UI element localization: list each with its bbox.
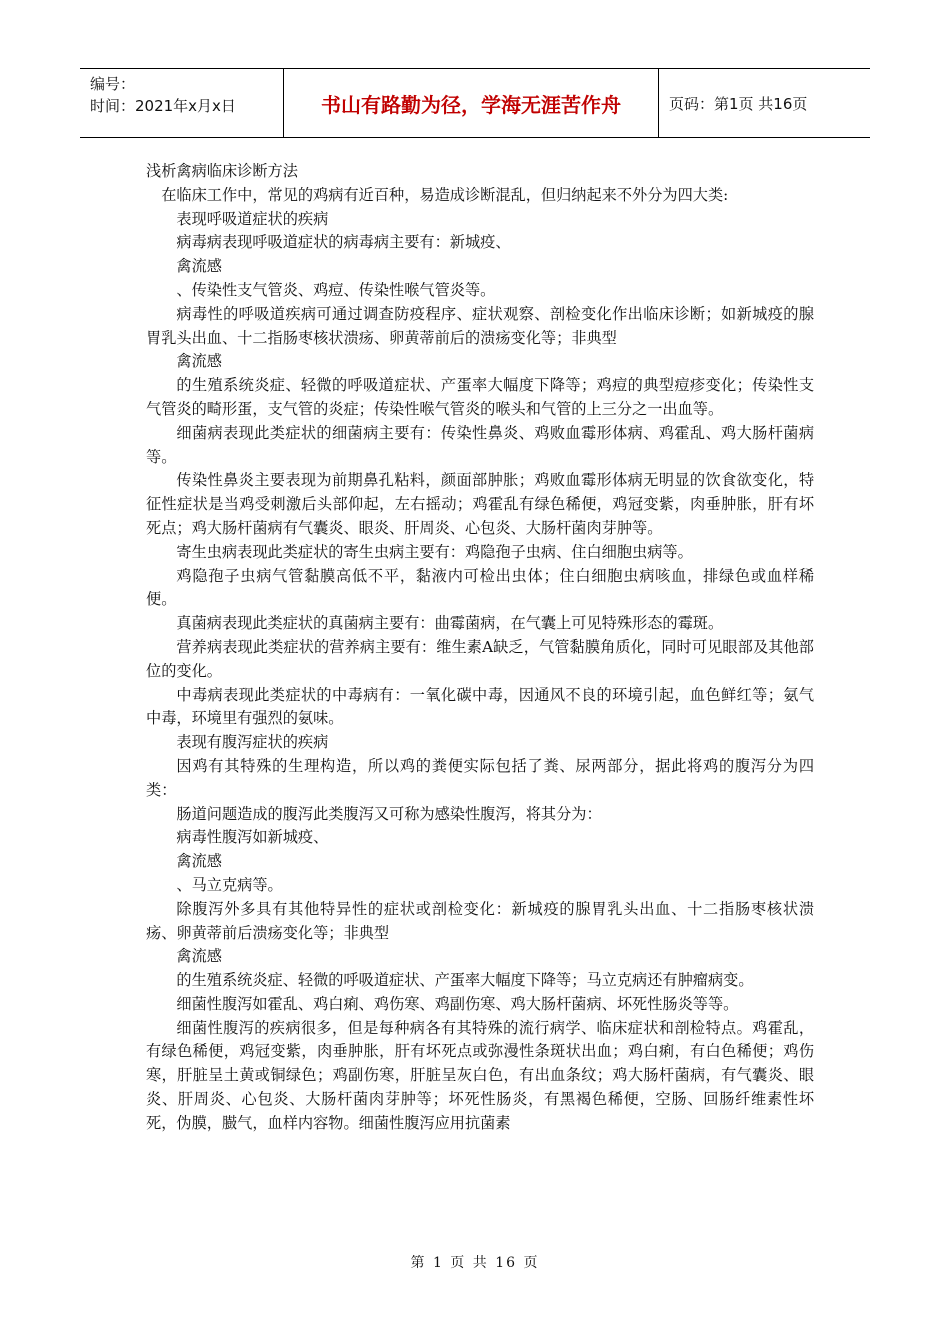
document-number-label: 编号：	[90, 75, 136, 93]
paragraph: 细菌性腹泻的疾病很多，但是每种病各有其特殊的流行病学、临床症状和剖检特点。鸡霍乱，有绿色稀便，鸡冠变紫，肉垂肿胀，肝有坏死点或弥漫性条斑状出血；鸡白痢，有白色稀便；鸡伤寒，肝脏呈土黄或铜绿色；鸡副伤寒，肝脏呈灰白色，有出血条纹；鸡大肠杆菌病，有气囊炎、眼炎、肝周炎、心包炎、大肠杆菌肉芽肿等；坏死性肠炎，有黑褐色稀便，空肠、回肠纤维素性坏死，伪膜，臌气，血样内容物。细菌性腹泻应用抗菌素	[146, 1018, 814, 1132]
paragraph: 肠道问题造成的腹泻此类腹泻又可称为感染性腹泻，将其分为：	[176, 804, 602, 823]
paragraph: 禽流感	[176, 257, 222, 276]
header-meta	[80, 69, 284, 137]
header-page-number: 页码：第1页 共16页	[669, 94, 808, 113]
page-header	[80, 68, 870, 138]
paragraph: 禽流感	[176, 352, 222, 371]
page-footer: 第 1 页 共 16 页	[410, 1255, 540, 1271]
paragraph: 除腹泻外多具有其他特异性的症状或剖检变化：新城疫的腺胃乳头出血、十二指肠枣核状溃疡、卵黄蒂前后溃疡变化等；非典型	[146, 899, 814, 942]
paragraph: 的生殖系统炎症、轻微的呼吸道症状、产蛋率大幅度下降等；鸡痘的典型痘疹变化；传染性支气管炎的畸形蛋，支气管的炎症；传染性喉气管炎的喉头和气管的上三分之一出血等。	[146, 376, 814, 418]
paragraph: 传染性鼻炎主要表现为前期鼻孔粘料，颜面部肿胀；鸡败血霉形体病无明显的饮食欲变化，特征性症状是当鸡受刺激后头部仰起，左右摇动；鸡霍乱有绿色稀便，鸡冠变紫，肉垂肿胀，肝有坏死点；鸡大肠杆菌病有气囊炎、眼炎、肝周炎、心包炎、大肠杆菌肉芽肿等。	[146, 471, 814, 537]
document-date-label: 时间：2021年x月x日	[90, 97, 236, 115]
section-heading: 表现呼吸道症状的疾病	[176, 209, 329, 228]
paragraph: 因鸡有其特殊的生理构造，所以鸡的粪便实际包括了粪、尿两部分，据此将鸡的腹泻分为四类：	[146, 756, 814, 799]
header-motto: 书山有路勤为径，学海无涯苦作舟	[284, 69, 659, 137]
paragraph: 病毒病表现呼吸道症状的病毒病主要有：新城疫、	[176, 233, 511, 252]
paragraph: 寄生虫病表现此类症状的寄生虫病主要有：鸡隐孢子虫病、住白细胞虫病等。	[176, 542, 693, 561]
paragraph: 病毒性腹泻如新城疫、	[176, 828, 329, 847]
paragraph: 禽流感	[176, 852, 222, 871]
paragraph: 的生殖系统炎症、轻微的呼吸道症状、产蛋率大幅度下降等；马立克病还有肿瘤病变。	[176, 971, 754, 990]
paragraph: 、马立克病等。	[176, 875, 283, 894]
paragraph: 中毒病表现此类症状的中毒病有：一氧化碳中毒，因通风不良的环境引起，血色鲜红等；氨气中毒，环境里有强烈的氨味。	[146, 685, 814, 728]
paragraph: 在临床工作中，常见的鸡病有近百种，易造成诊断混乱，但归纳起来不外分为四大类:	[161, 185, 729, 204]
paragraph: 真菌病表现此类症状的真菌病主要有：曲霉菌病，在气囊上可见特殊形态的霉斑。	[176, 614, 724, 633]
paragraph: 、传染性支气管炎、鸡痘、传染性喉气管炎等。	[176, 280, 496, 299]
paragraph: 禽流感	[176, 947, 222, 966]
paragraph: 细菌性腹泻如霍乱、鸡白痢、鸡伤寒、鸡副伤寒、鸡大肠杆菌病、坏死性肠炎等等。	[176, 994, 739, 1013]
document-title: 浅析禽病临床诊断方法	[146, 162, 298, 180]
section-heading: 表现有腹泻症状的疾病	[176, 733, 329, 752]
paragraph: 营养病表现此类症状的营养病主要有：维生素A缺乏，气管黏膜角质化，同时可见眼部及其他部位的变化。	[146, 637, 814, 680]
paragraph: 细菌病表现此类症状的细菌病主要有：传染性鼻炎、鸡败血霉形体病、鸡霍乱、鸡大肠杆菌病等。	[146, 423, 814, 466]
document-body	[146, 160, 814, 1136]
paragraph: 病毒性的呼吸道疾病可通过调查防疫程序、症状观察、剖检变化作出临床诊断；如新城疫的腺胃乳头出血、十二指肠枣核状溃疡、卵黄蒂前后的溃疡变化等；非典型	[146, 304, 814, 347]
paragraph: 鸡隐孢子虫病气管黏膜高低不平，黏液内可检出虫体；住白细胞虫病咳血，排绿色或血样稀便。	[146, 566, 814, 609]
